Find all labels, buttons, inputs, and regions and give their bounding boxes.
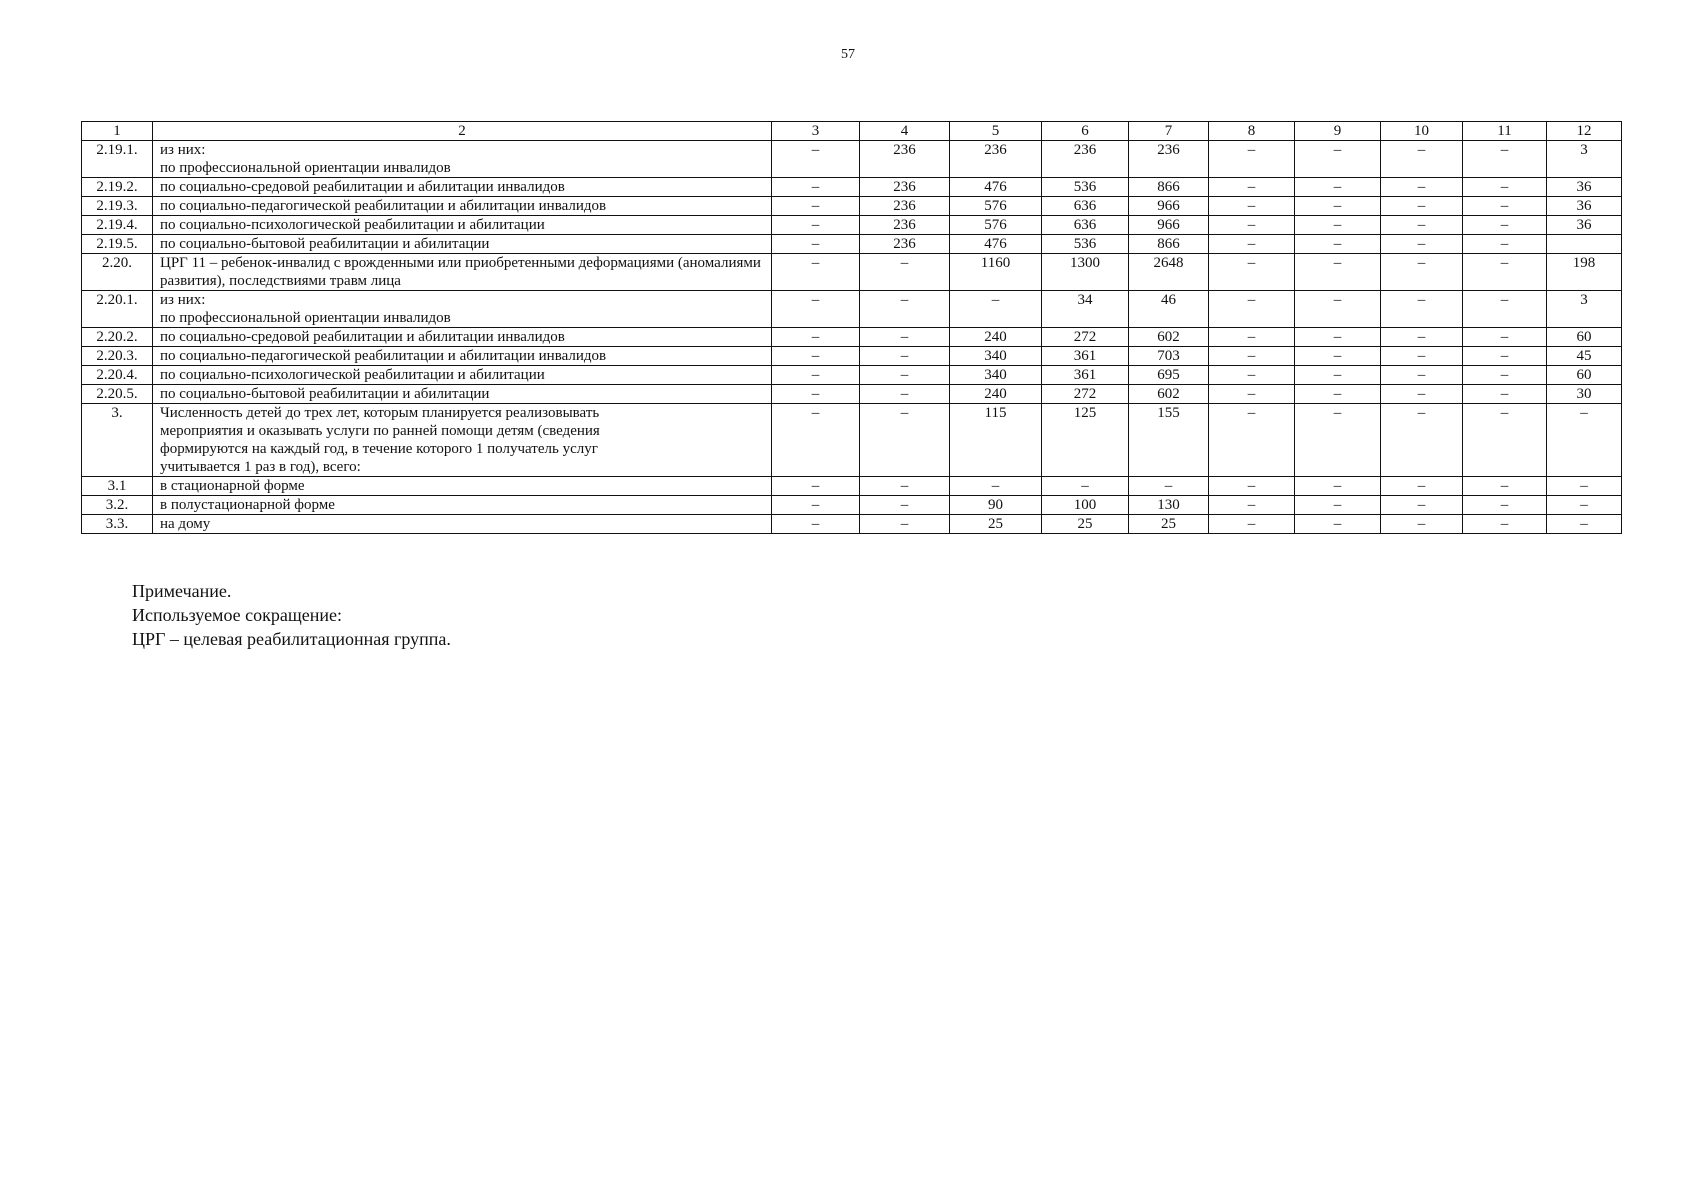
value-cell-col-11: –: [1463, 515, 1547, 534]
value-cell-col-9: –: [1295, 404, 1381, 477]
column-header-2: 2: [153, 122, 772, 141]
row-number: 2.20.5.: [82, 385, 153, 404]
value-cell-col-9: –: [1295, 347, 1381, 366]
column-header-11: 11: [1463, 122, 1547, 141]
value-cell-col-4: –: [860, 515, 950, 534]
value-cell-col-8: –: [1209, 515, 1295, 534]
value-cell-col-11: –: [1463, 291, 1547, 328]
value-cell-col-12: [1547, 235, 1622, 254]
value-cell-col-5: 1160: [950, 254, 1042, 291]
value-cell-col-6: 536: [1042, 235, 1129, 254]
value-cell-col-8: –: [1209, 197, 1295, 216]
value-cell-col-11: –: [1463, 366, 1547, 385]
value-cell-col-6: 272: [1042, 385, 1129, 404]
value-cell-col-11: –: [1463, 328, 1547, 347]
value-cell-col-8: –: [1209, 291, 1295, 328]
row-name: из них: по профессиональной ориентации инвалидов: [153, 291, 772, 328]
value-cell-col-5: 240: [950, 328, 1042, 347]
value-cell-col-8: –: [1209, 496, 1295, 515]
value-cell-col-8: –: [1209, 235, 1295, 254]
note-subtitle: Используемое сокращение:: [132, 605, 342, 625]
value-cell-col-11: –: [1463, 178, 1547, 197]
value-cell-col-4: –: [860, 496, 950, 515]
value-cell-col-3: –: [772, 385, 860, 404]
value-cell-col-8: –: [1209, 347, 1295, 366]
value-cell-col-11: –: [1463, 385, 1547, 404]
value-cell-col-11: –: [1463, 496, 1547, 515]
value-cell-col-11: –: [1463, 404, 1547, 477]
value-cell-col-3: –: [772, 496, 860, 515]
row-number: 2.20.1.: [82, 291, 153, 328]
value-cell-col-5: 115: [950, 404, 1042, 477]
row-name: в стационарной форме: [153, 477, 772, 496]
value-cell-col-4: –: [860, 404, 950, 477]
value-cell-col-5: 240: [950, 385, 1042, 404]
value-cell-col-6: 236: [1042, 141, 1129, 178]
row-name: в полустационарной форме: [153, 496, 772, 515]
value-cell-col-10: –: [1381, 477, 1463, 496]
value-cell-col-10: –: [1381, 235, 1463, 254]
value-cell-col-11: –: [1463, 235, 1547, 254]
value-cell-col-10: –: [1381, 216, 1463, 235]
value-cell-col-12: 36: [1547, 178, 1622, 197]
value-cell-col-9: –: [1295, 216, 1381, 235]
value-cell-col-9: –: [1295, 515, 1381, 534]
value-cell-col-12: 198: [1547, 254, 1622, 291]
value-cell-col-3: –: [772, 515, 860, 534]
value-cell-col-6: 1300: [1042, 254, 1129, 291]
value-cell-col-9: –: [1295, 141, 1381, 178]
column-header-3: 3: [772, 122, 860, 141]
value-cell-col-6: 636: [1042, 197, 1129, 216]
value-cell-col-11: –: [1463, 141, 1547, 178]
value-cell-col-3: –: [772, 291, 860, 328]
row-name: по социально-средовой реабилитации и абилитации инвалидов: [153, 178, 772, 197]
value-cell-col-7: 695: [1129, 366, 1209, 385]
value-cell-col-5: 340: [950, 366, 1042, 385]
value-cell-col-10: –: [1381, 366, 1463, 385]
column-header-10: 10: [1381, 122, 1463, 141]
value-cell-col-8: –: [1209, 141, 1295, 178]
page-number: 57: [841, 47, 855, 62]
table-body: [82, 122, 1622, 534]
column-header-5: 5: [950, 122, 1042, 141]
value-cell-col-8: –: [1209, 254, 1295, 291]
value-cell-col-9: –: [1295, 496, 1381, 515]
row-number: 3.3.: [82, 515, 153, 534]
value-cell-col-5: 236: [950, 141, 1042, 178]
value-cell-col-3: –: [772, 328, 860, 347]
value-cell-col-4: –: [860, 347, 950, 366]
row-name: на дому: [153, 515, 772, 534]
table-row: [82, 477, 1622, 496]
value-cell-col-10: –: [1381, 254, 1463, 291]
value-cell-col-7: 130: [1129, 496, 1209, 515]
value-cell-col-8: –: [1209, 216, 1295, 235]
column-header-6: 6: [1042, 122, 1129, 141]
table-row: [82, 328, 1622, 347]
data-table: [81, 121, 1622, 534]
value-cell-col-12: –: [1547, 496, 1622, 515]
column-header-4: 4: [860, 122, 950, 141]
value-cell-col-8: –: [1209, 385, 1295, 404]
value-cell-col-7: 602: [1129, 385, 1209, 404]
value-cell-col-6: 100: [1042, 496, 1129, 515]
value-cell-col-9: –: [1295, 477, 1381, 496]
value-cell-col-12: 30: [1547, 385, 1622, 404]
value-cell-col-6: 636: [1042, 216, 1129, 235]
value-cell-col-7: –: [1129, 477, 1209, 496]
note-block: [132, 579, 451, 651]
value-cell-col-4: –: [860, 291, 950, 328]
row-number: 3.: [82, 404, 153, 477]
value-cell-col-4: 236: [860, 178, 950, 197]
value-cell-col-7: 966: [1129, 197, 1209, 216]
row-number: 2.20.: [82, 254, 153, 291]
value-cell-col-4: –: [860, 477, 950, 496]
value-cell-col-3: –: [772, 477, 860, 496]
value-cell-col-5: 476: [950, 178, 1042, 197]
value-cell-col-11: –: [1463, 477, 1547, 496]
value-cell-col-11: –: [1463, 347, 1547, 366]
value-cell-col-4: 236: [860, 235, 950, 254]
value-cell-col-7: 236: [1129, 141, 1209, 178]
row-number: 2.19.4.: [82, 216, 153, 235]
value-cell-col-8: –: [1209, 477, 1295, 496]
row-name: Численность детей до трех лет, которым планируется реализовывать мероприятия и оказывать услуги по ранней помощи детям (сведения формируются на каждый год, в течение которого 1 получатель услуг учитывается 1 раз в год), всего:: [153, 404, 772, 477]
value-cell-col-7: 2648: [1129, 254, 1209, 291]
table-row: [82, 216, 1622, 235]
value-cell-col-8: –: [1209, 366, 1295, 385]
value-cell-col-5: 340: [950, 347, 1042, 366]
value-cell-col-3: –: [772, 347, 860, 366]
table-row: [82, 197, 1622, 216]
row-number: 2.19.3.: [82, 197, 153, 216]
value-cell-col-9: –: [1295, 385, 1381, 404]
value-cell-col-9: –: [1295, 197, 1381, 216]
value-cell-col-9: –: [1295, 254, 1381, 291]
value-cell-col-5: –: [950, 477, 1042, 496]
table-row: [82, 178, 1622, 197]
value-cell-col-7: 866: [1129, 235, 1209, 254]
row-number: 2.20.4.: [82, 366, 153, 385]
value-cell-col-4: –: [860, 366, 950, 385]
value-cell-col-10: –: [1381, 197, 1463, 216]
note-abbreviation: ЦРГ – целевая реабилитационная группа.: [132, 629, 451, 649]
value-cell-col-5: 25: [950, 515, 1042, 534]
value-cell-col-9: –: [1295, 328, 1381, 347]
table-row: [82, 404, 1622, 477]
value-cell-col-4: –: [860, 385, 950, 404]
value-cell-col-7: 25: [1129, 515, 1209, 534]
table-row: [82, 235, 1622, 254]
value-cell-col-12: 3: [1547, 291, 1622, 328]
value-cell-col-12: 3: [1547, 141, 1622, 178]
row-number: 2.20.3.: [82, 347, 153, 366]
value-cell-col-3: –: [772, 366, 860, 385]
row-number: 2.19.1.: [82, 141, 153, 178]
column-header-7: 7: [1129, 122, 1209, 141]
row-name: из них: по профессиональной ориентации инвалидов: [153, 141, 772, 178]
value-cell-col-3: –: [772, 235, 860, 254]
value-cell-col-10: –: [1381, 178, 1463, 197]
value-cell-col-10: –: [1381, 385, 1463, 404]
value-cell-col-12: –: [1547, 404, 1622, 477]
table-row: [82, 496, 1622, 515]
value-cell-col-3: –: [772, 178, 860, 197]
row-number: 2.19.2.: [82, 178, 153, 197]
value-cell-col-6: 361: [1042, 347, 1129, 366]
row-name: по социально-средовой реабилитации и абилитации инвалидов: [153, 328, 772, 347]
value-cell-col-6: 272: [1042, 328, 1129, 347]
value-cell-col-12: –: [1547, 477, 1622, 496]
row-number: 3.1: [82, 477, 153, 496]
row-number: 3.2.: [82, 496, 153, 515]
row-name: ЦРГ 11 – ребенок-инвалид с врожденными или приобретенными деформациями (аномалиями развития), последствиями травм лица: [153, 254, 772, 291]
table-row: [82, 366, 1622, 385]
value-cell-col-8: –: [1209, 178, 1295, 197]
value-cell-col-10: –: [1381, 404, 1463, 477]
column-header-8: 8: [1209, 122, 1295, 141]
value-cell-col-4: 236: [860, 141, 950, 178]
table-row: [82, 291, 1622, 328]
row-name: по социально-бытовой реабилитации и абилитации: [153, 385, 772, 404]
table-row: [82, 515, 1622, 534]
value-cell-col-10: –: [1381, 515, 1463, 534]
value-cell-col-7: 703: [1129, 347, 1209, 366]
value-cell-col-6: 361: [1042, 366, 1129, 385]
value-cell-col-6: 536: [1042, 178, 1129, 197]
table-row: [82, 141, 1622, 178]
value-cell-col-9: –: [1295, 235, 1381, 254]
table-row: [82, 385, 1622, 404]
value-cell-col-8: –: [1209, 404, 1295, 477]
value-cell-col-7: 966: [1129, 216, 1209, 235]
value-cell-col-6: –: [1042, 477, 1129, 496]
value-cell-col-3: –: [772, 197, 860, 216]
value-cell-col-10: –: [1381, 291, 1463, 328]
column-header-12: 12: [1547, 122, 1622, 141]
value-cell-col-7: 866: [1129, 178, 1209, 197]
value-cell-col-4: –: [860, 328, 950, 347]
value-cell-col-12: 36: [1547, 197, 1622, 216]
value-cell-col-7: 155: [1129, 404, 1209, 477]
value-cell-col-12: 60: [1547, 328, 1622, 347]
value-cell-col-7: 602: [1129, 328, 1209, 347]
value-cell-col-12: 45: [1547, 347, 1622, 366]
note-title: Примечание.: [132, 581, 232, 601]
value-cell-col-6: 34: [1042, 291, 1129, 328]
table-row: [82, 254, 1622, 291]
value-cell-col-11: –: [1463, 216, 1547, 235]
value-cell-col-5: –: [950, 291, 1042, 328]
value-cell-col-4: –: [860, 254, 950, 291]
value-cell-col-12: 36: [1547, 216, 1622, 235]
row-name: по социально-психологической реабилитации и абилитации: [153, 366, 772, 385]
value-cell-col-7: 46: [1129, 291, 1209, 328]
value-cell-col-3: –: [772, 254, 860, 291]
value-cell-col-12: 60: [1547, 366, 1622, 385]
value-cell-col-3: –: [772, 404, 860, 477]
value-cell-col-3: –: [772, 141, 860, 178]
value-cell-col-12: –: [1547, 515, 1622, 534]
value-cell-col-6: 25: [1042, 515, 1129, 534]
value-cell-col-10: –: [1381, 328, 1463, 347]
column-header-1: 1: [82, 122, 153, 141]
value-cell-col-9: –: [1295, 178, 1381, 197]
value-cell-col-3: –: [772, 216, 860, 235]
value-cell-col-4: 236: [860, 216, 950, 235]
row-name: по социально-педагогической реабилитации и абилитации инвалидов: [153, 197, 772, 216]
row-number: 2.20.2.: [82, 328, 153, 347]
value-cell-col-11: –: [1463, 254, 1547, 291]
column-header-9: 9: [1295, 122, 1381, 141]
value-cell-col-5: 90: [950, 496, 1042, 515]
value-cell-col-6: 125: [1042, 404, 1129, 477]
value-cell-col-5: 576: [950, 197, 1042, 216]
row-name: по социально-педагогической реабилитации и абилитации инвалидов: [153, 347, 772, 366]
value-cell-col-8: –: [1209, 328, 1295, 347]
table-header-row: [82, 122, 1622, 141]
row-name: по социально-бытовой реабилитации и абилитации: [153, 235, 772, 254]
value-cell-col-10: –: [1381, 141, 1463, 178]
value-cell-col-5: 476: [950, 235, 1042, 254]
table-row: [82, 347, 1622, 366]
row-number: 2.19.5.: [82, 235, 153, 254]
value-cell-col-5: 576: [950, 216, 1042, 235]
value-cell-col-4: 236: [860, 197, 950, 216]
value-cell-col-9: –: [1295, 366, 1381, 385]
value-cell-col-10: –: [1381, 496, 1463, 515]
row-name: по социально-психологической реабилитации и абилитации: [153, 216, 772, 235]
value-cell-col-10: –: [1381, 347, 1463, 366]
value-cell-col-9: –: [1295, 291, 1381, 328]
value-cell-col-11: –: [1463, 197, 1547, 216]
